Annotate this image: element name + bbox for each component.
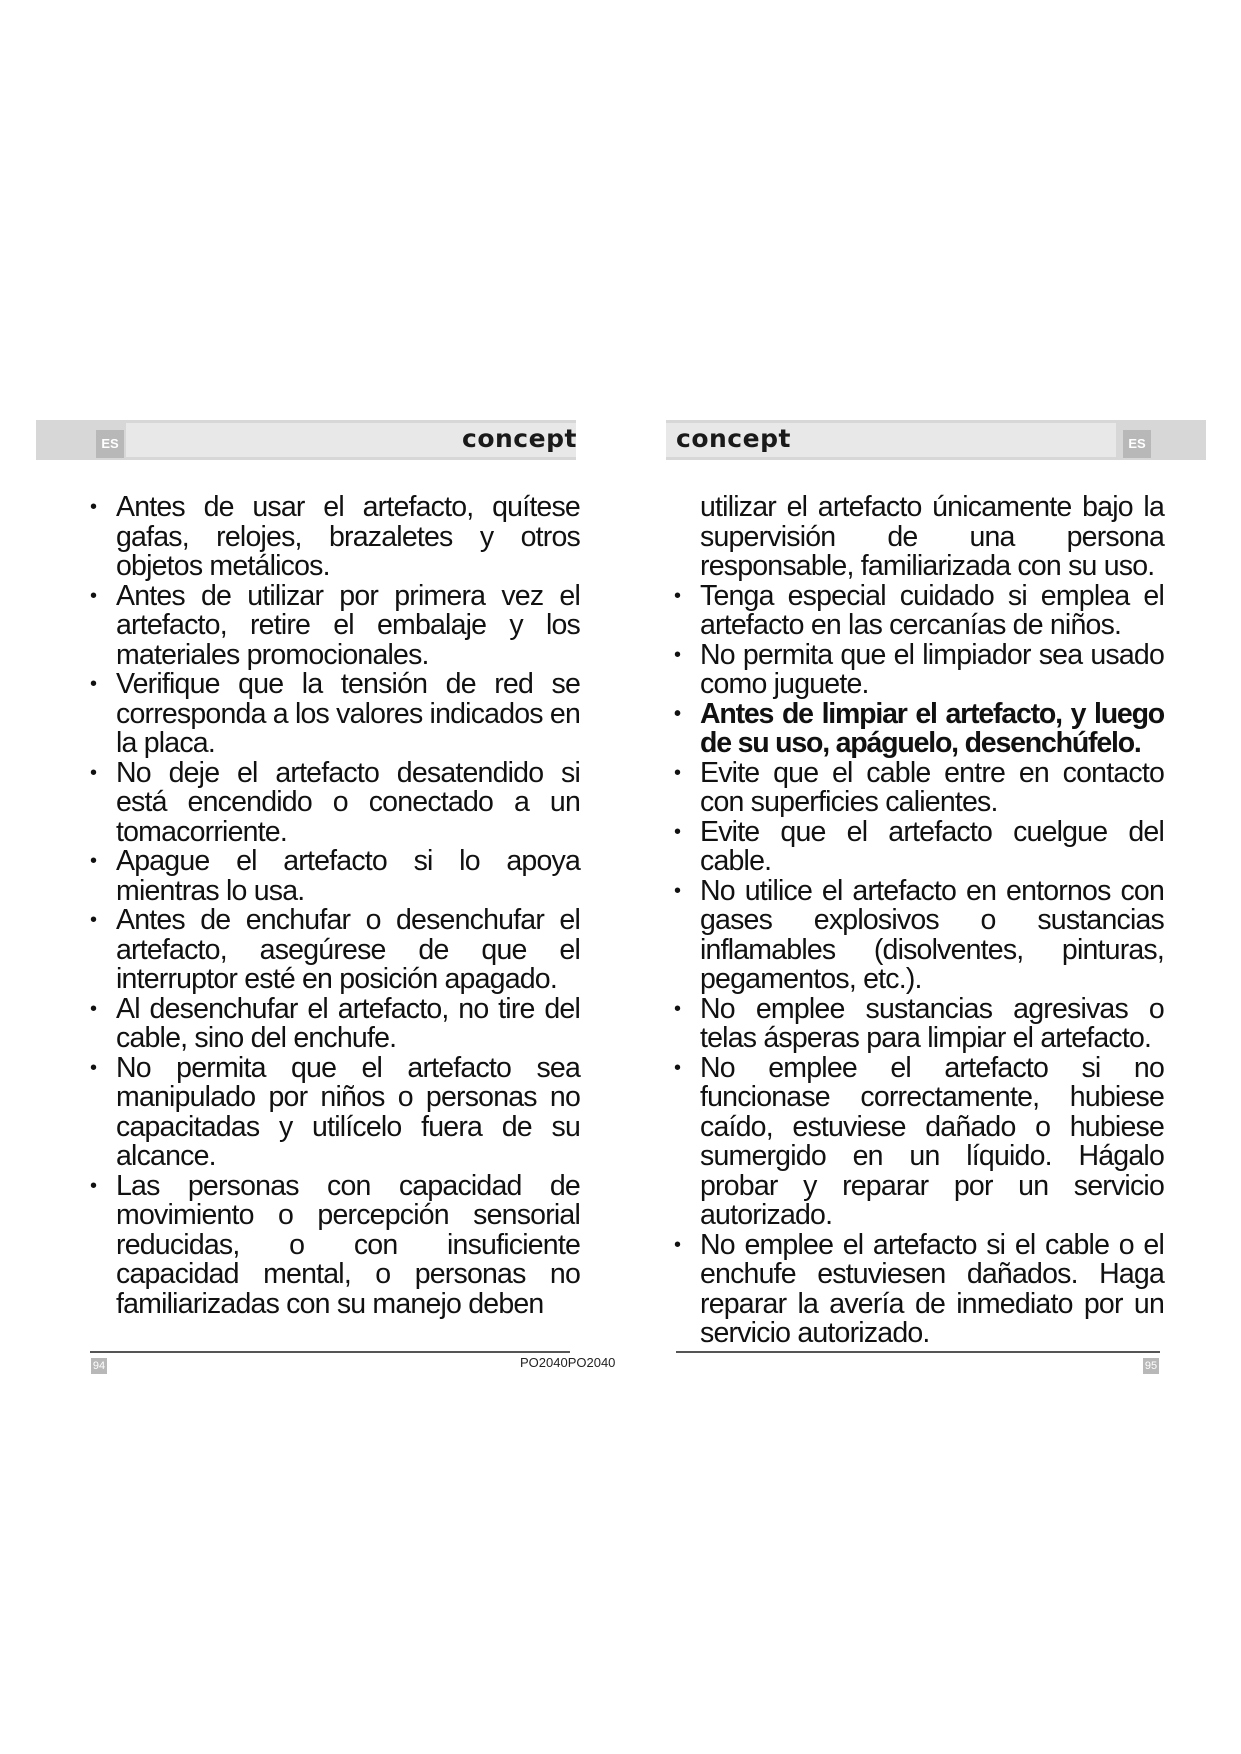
safety-list-right xyxy=(674,579,1164,1349)
list-item: • Antes de utilizar por primera vez el artefacto, retire el embalaje y los materiales promocionales. xyxy=(90,582,580,671)
model-number: PO2040PO2040 xyxy=(520,1355,616,1370)
right-column xyxy=(674,493,1164,1349)
list-item: • Tenga especial cuidado si emplea el artefacto en las cercanías de niños. xyxy=(674,582,1164,641)
list-item: • Antes de usar el artefacto, quítese gafas, relojes, brazaletes y otros objetos metálicos. xyxy=(90,493,580,582)
language-badge-right: ES xyxy=(1123,430,1151,458)
list-item: • Antes de enchufar o desenchufar el artefacto, asegúrese de que el interruptor esté en posición apagado. xyxy=(90,906,580,995)
list-item: • No emplee el artefacto si no funcionase correctamente, hubiese caído, estuviese dañado o hubiese sumergido en un líquido. Hágalo probar y reparar por un servicio autorizado. xyxy=(674,1054,1164,1231)
list-item: • No emplee el artefacto si el cable o el enchufe estuviesen dañados. Haga reparar la avería de inmediato por un servicio autorizado. xyxy=(674,1231,1164,1349)
footer-rule-left xyxy=(90,1351,570,1353)
page-number-left: 94 xyxy=(92,1360,106,1372)
language-badge-left: ES xyxy=(96,430,124,458)
list-item: • No deje el artefacto desatendido si está encendido o conectado a un tomacorriente. xyxy=(90,759,580,848)
left-column xyxy=(90,493,580,1319)
list-item: • No emplee sustancias agresivas o telas ásperas para limpiar el artefacto. xyxy=(674,995,1164,1054)
continued-text: utilizar el artefacto únicamente bajo la supervisión de una persona responsable, familiarizada con su uso. xyxy=(700,491,1164,582)
list-item: • Evite que el artefacto cuelgue del cable. xyxy=(674,818,1164,877)
brand-logo-left: concept xyxy=(462,424,577,453)
page-number-right: 95 xyxy=(1144,1360,1158,1372)
list-item: • Verifique que la tensión de red se corresponda a los valores indicados en la placa. xyxy=(90,670,580,759)
list-item: • No permita que el artefacto sea manipulado por niños o personas no capacitadas y utilícelo fuera de su alcance. xyxy=(90,1054,580,1172)
list-item: • Evite que el cable entre en contacto con superficies calientes. xyxy=(674,759,1164,818)
safety-list-left xyxy=(90,493,580,1319)
list-item-bold: • Antes de limpiar el artefacto, y luego de su uso, apáguelo, desenchúfelo. xyxy=(674,700,1164,759)
list-item: • Las personas con capacidad de movimiento o percepción sensorial reducidas, o con insuficiente capacidad mental, o personas no familiarizadas con su manejo deben xyxy=(90,1172,580,1320)
footer-rule-right xyxy=(676,1351,1160,1353)
brand-logo-right: concept xyxy=(676,424,791,453)
list-item: • No permita que el limpiador sea usado como juguete. xyxy=(674,641,1164,700)
list-item: • Al desenchufar el artefacto, no tire del cable, sino del enchufe. xyxy=(90,995,580,1054)
list-item: • No utilice el artefacto en entornos con gases explosivos o sustancias inflamables (disolventes, pinturas, pegamentos, etc.). xyxy=(674,877,1164,995)
list-item: • Apague el artefacto si lo apoya mientras lo usa. xyxy=(90,847,580,906)
